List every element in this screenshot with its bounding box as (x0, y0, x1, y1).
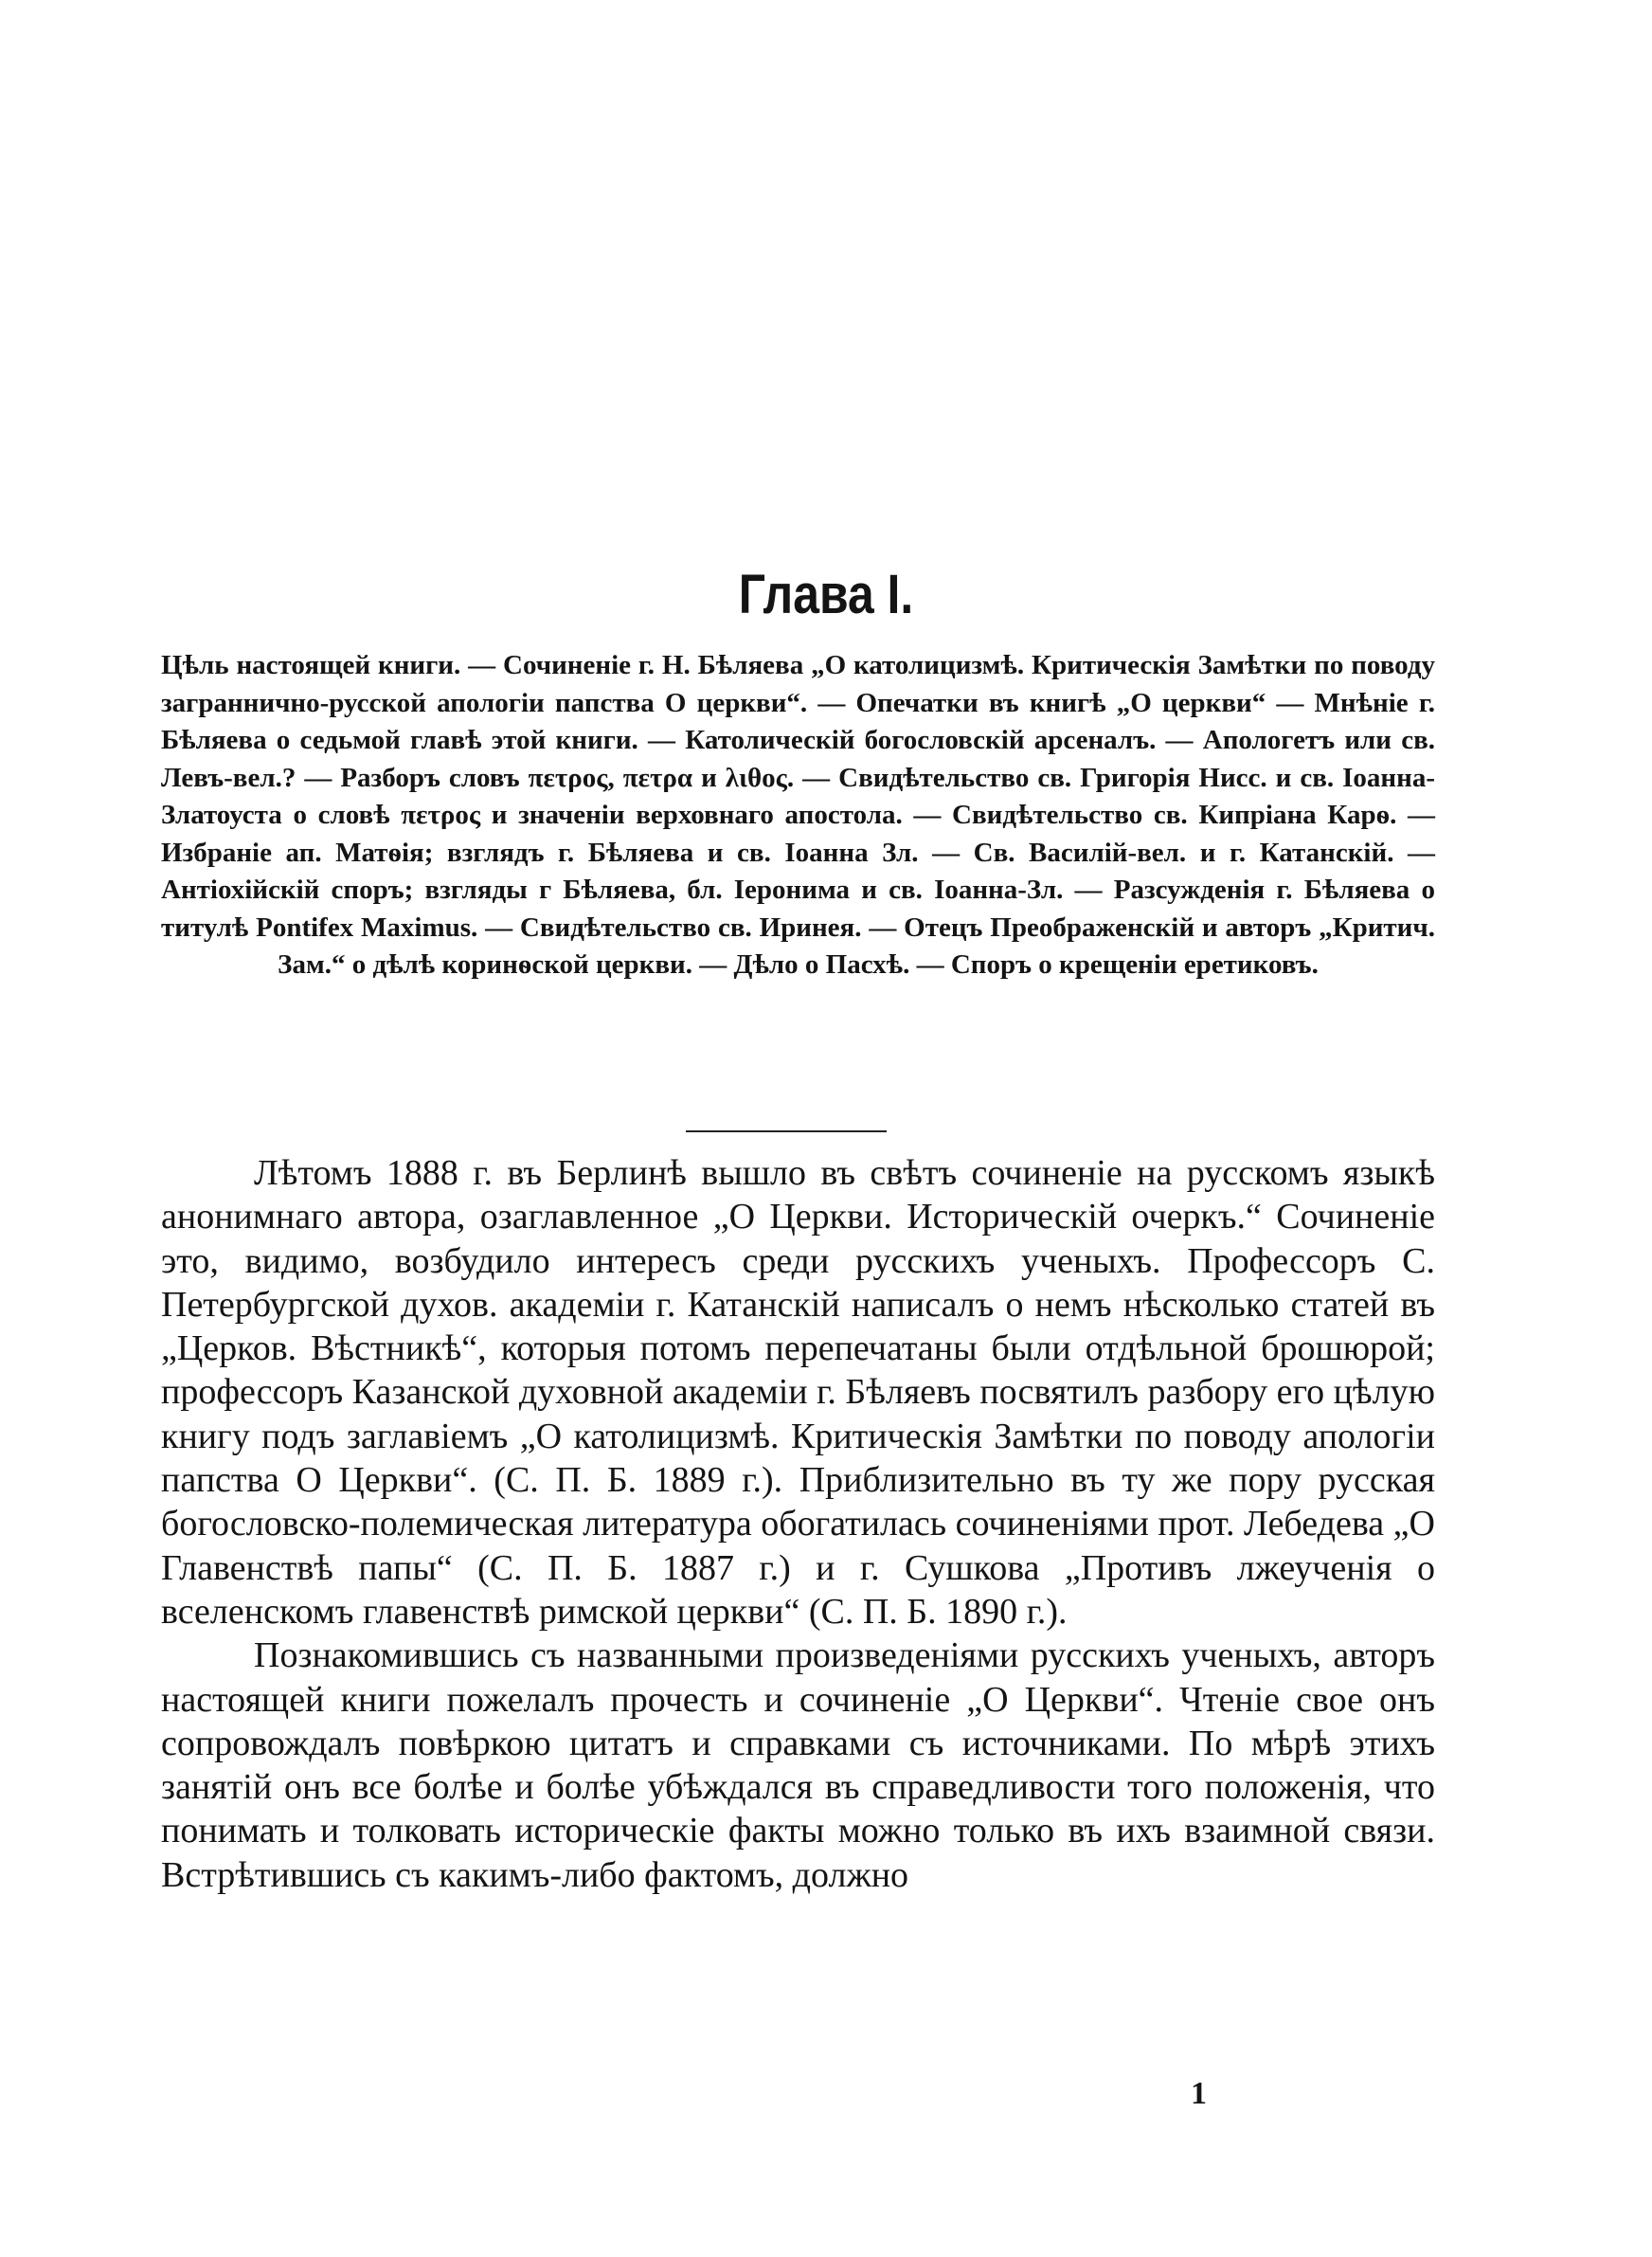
page-number: 1 (1191, 2076, 1207, 2111)
body-text (161, 1151, 1435, 1897)
section-divider (686, 1130, 887, 1132)
chapter-title: Глава I. (738, 564, 914, 625)
paragraph: Познакомившись съ названными произведеніями русскихъ ученыхъ, авторъ настоящей книги пожелалъ прочесть и сочиненіе „О Церкви“. Чтеніе свое онъ сопровождалъ повѣркою цитатъ и справками съ источниками. По мѣрѣ этихъ занятій онъ все болѣе и болѣе убѣждался въ справедливости того положенія, что понимать и толковать историческіе факты можно только въ ихъ взаимной связи. Встрѣтившись съ какимъ-либо фактомъ, должно (161, 1635, 1435, 1895)
chapter-summary: Цѣль настоящей книги. — Сочиненіе г. Н. Бѣляева „О католицизмѣ. Критическія Замѣтки по поводу заграннично-русской апологіи папства О церкви“. — Опечатки въ книгѣ „О церкви“ — Мнѣніе г. Бѣляева о седьмой главѣ этой книги. — Католическій богословскій арсеналъ. — Апологетъ или св. Левъ-вел.? — Разборъ словъ πετρος, πετρα и λιθος. — Свидѣтельство св. Григорія Нисс. и св. Іоанна-Златоуста о словѣ πετρος и значеніи верховнаго апостола. — Свидѣтельство св. Кипріана Карѳ. — Избраніе ап. Матѳія; взглядъ г. Бѣляева и св. Іоанна Зл. — Св. Василій-вел. и г. Катанскій. — Антіохійскій споръ; взгляды г Бѣляева, бл. Іеронима и св. Іоанна-Зл. — Разсужденія г. Бѣляева о титулѣ Pontifex Maximus. — Свидѣтельство св. Иринея. — Отецъ Преображенскій и авторъ „Критич. Зам.“ о дѣлѣ коринѳской церкви. — Дѣло о Пасхѣ. — Споръ о крещеніи еретиковъ. (161, 650, 1435, 980)
paragraph: Лѣтомъ 1888 г. въ Берлинѣ вышло въ свѣтъ сочиненіе на русскомъ языкѣ анонимнаго автора, озаглавленное „О Церкви. Историческій очеркъ.“ Сочиненіе это, видимо, возбудило интересъ среди русскихъ ученыхъ. Профессоръ С. Петербургской духов. академіи г. Катанскій написалъ о немъ нѣсколько статей въ „Церков. Вѣстникѣ“, которыя потомъ перепечатаны были отдѣльной брошюрой; профессоръ Казанской духовной академіи г. Бѣляевъ посвятилъ разбору его цѣлую книгу подъ заглавіемъ „О католицизмѣ. Критическія Замѣтки по поводу апологіи папства О Церкви“. (С. П. Б. 1889 г.). Приблизительно въ ту же пору русская богословско-полемическая литература обогатилась сочиненіями прот. Лебедева „О Главенствѣ папы“ (С. П. Б. 1887 г.) и г. Сушкова „Противъ лжеученія о вселенскомъ главенствѣ римской церкви“ (С. П. Б. 1890 г.). (161, 1153, 1435, 1632)
